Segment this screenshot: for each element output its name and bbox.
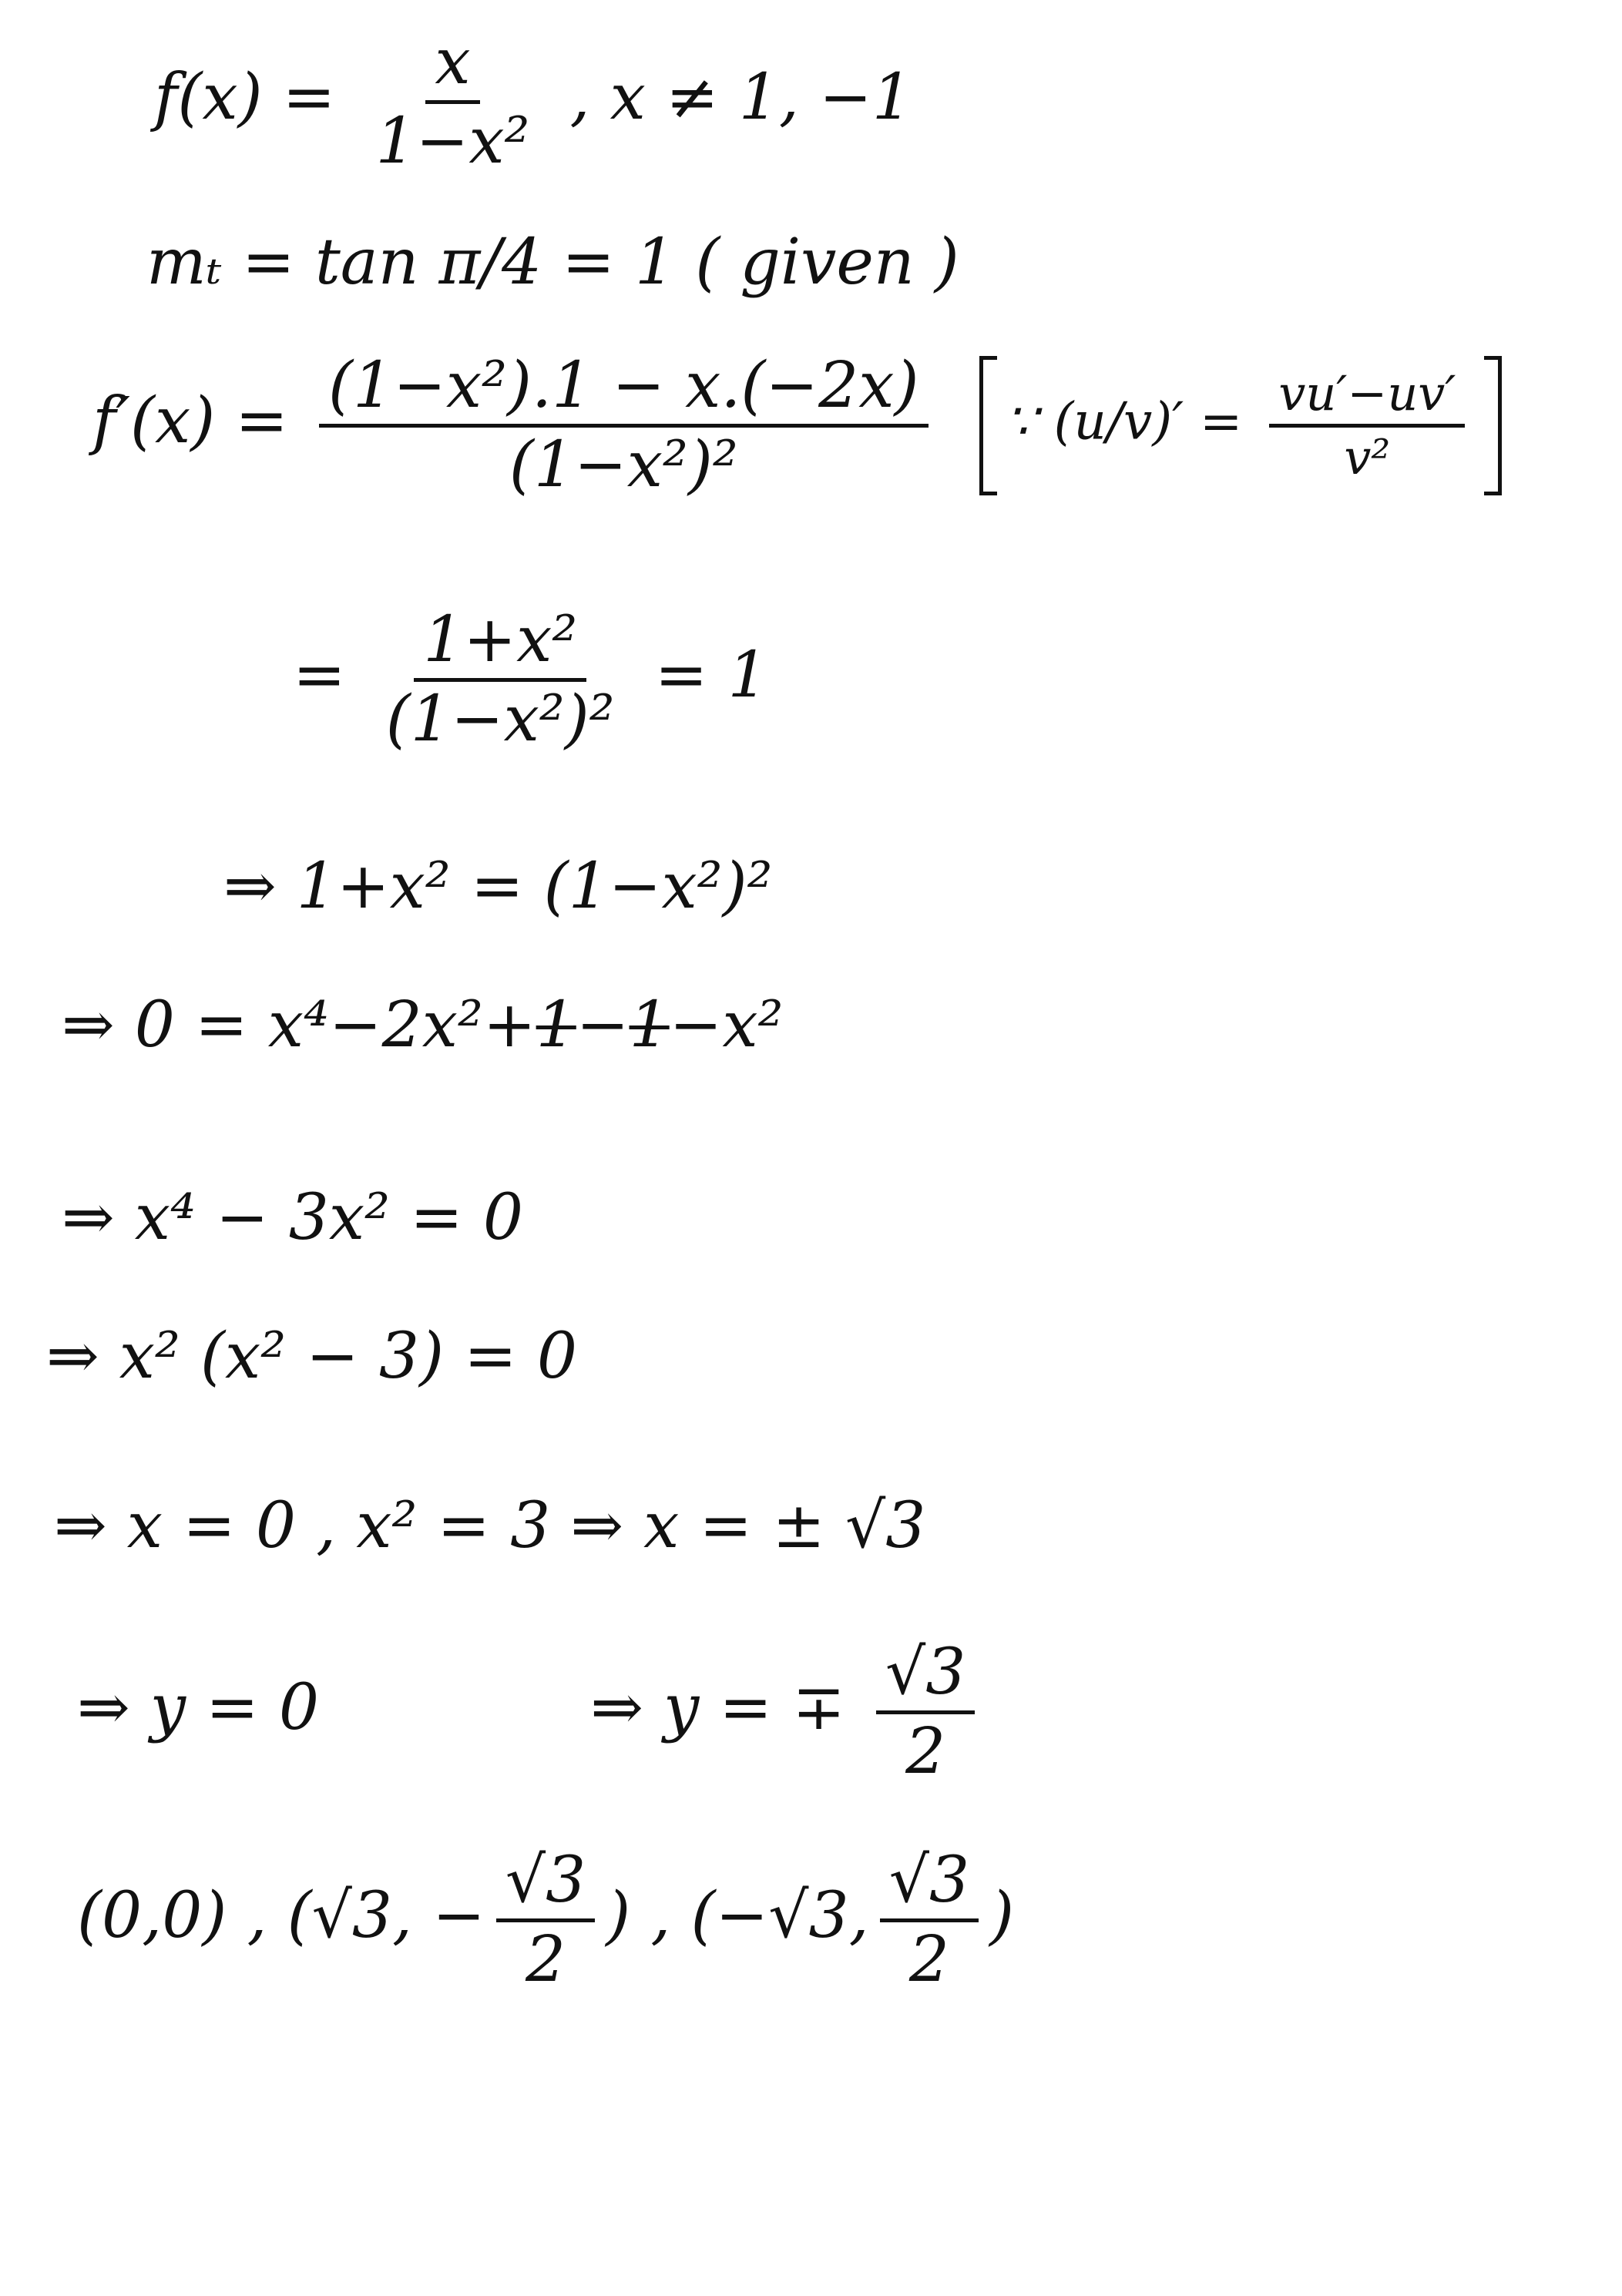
equation-step-2-mid: − [576, 989, 630, 1062]
equation-step-2-post: −x² [669, 989, 784, 1062]
point-two-denominator: 2 [526, 1923, 566, 1996]
simplified-numerator: 1+x² [414, 609, 586, 682]
function-lhs: f(x) = [154, 61, 336, 134]
equation-step-4 [46, 1320, 578, 1393]
domain-restriction: , x ≠ 1, −1 [569, 61, 912, 134]
point-three-suffix: ) [989, 1879, 1015, 1952]
quotient-rule-fraction-note [1269, 365, 1465, 485]
point-three-prefix: (−√3, [690, 1879, 869, 1952]
function-numerator: x [425, 31, 479, 104]
point-two-prefix: (√3, − [287, 1879, 485, 1952]
point-two-numerator: √3 [496, 1849, 595, 1922]
quotient-rule-fraction [319, 349, 928, 502]
point-three-numerator: √3 [880, 1849, 979, 1922]
cancelled-term-1: 1 [536, 989, 576, 1062]
cancelled-term-2: 1 [629, 989, 670, 1062]
tangent-slope-line [146, 226, 959, 299]
point-origin: (0,0) , [77, 1879, 267, 1952]
y-values-line [77, 1636, 986, 1788]
function-denominator: 1−x² [375, 105, 530, 178]
simplified-fraction [377, 603, 624, 756]
y-root-fraction [876, 1636, 975, 1788]
equation-step-2-pre: ⇒ 0 = x⁴−2x²+ [62, 989, 536, 1062]
y-root-numerator: √3 [876, 1641, 975, 1714]
equation-step-1 [223, 850, 773, 923]
y-root-denominator: 2 [905, 1715, 946, 1788]
equation-step-4-text: ⇒ x² (x² − 3) = 0 [46, 1320, 578, 1393]
function-fraction [366, 25, 539, 178]
point-three-denominator: 2 [908, 1923, 949, 1996]
derivative-line [92, 349, 1502, 502]
equation-step-5-text: ⇒ x = 0 , x² = 3 ⇒ x = ± √3 [54, 1489, 926, 1563]
equation-step-2 [62, 989, 784, 1062]
y-root-prefix: ⇒ y = ∓ [590, 1671, 845, 1744]
equation-step-3 [62, 1181, 524, 1254]
point-two-suffix: ) , [606, 1879, 671, 1952]
point-two-fraction [496, 1844, 595, 1996]
simplified-denominator: (1−x²)² [385, 683, 615, 756]
equation-step-3-text: ⇒ x⁴ − 3x² = 0 [62, 1181, 524, 1254]
function-definition [154, 25, 912, 178]
quotient-rule-note [979, 356, 1503, 495]
quotient-rule-numerator: vu′−uv′ [1269, 370, 1465, 428]
quotient-rule-denominator: v² [1344, 429, 1391, 485]
simplified-derivative-line [293, 603, 768, 756]
answer-points-line [77, 1844, 1015, 1996]
quotient-numerator: (1−x²).1 − x.(−2x) [319, 354, 928, 428]
quotient-denominator: (1−x²)² [509, 428, 738, 502]
equation-step-5 [54, 1489, 926, 1563]
point-three-fraction [880, 1844, 979, 1996]
derivative-lhs: f′(x) = [92, 384, 288, 458]
tangent-slope-text: mₜ = tan π/4 = 1 ( given ) [146, 226, 959, 299]
equation-step-1-text: ⇒ 1+x² = (1−x²)² [223, 850, 773, 923]
simplified-lhs: = [293, 639, 346, 712]
y-zero-text: ⇒ y = 0 [77, 1671, 320, 1744]
quotient-rule-prefix: ∵ (u/v)′ = [1005, 391, 1243, 451]
simplified-equals-one: = 1 [654, 639, 768, 712]
